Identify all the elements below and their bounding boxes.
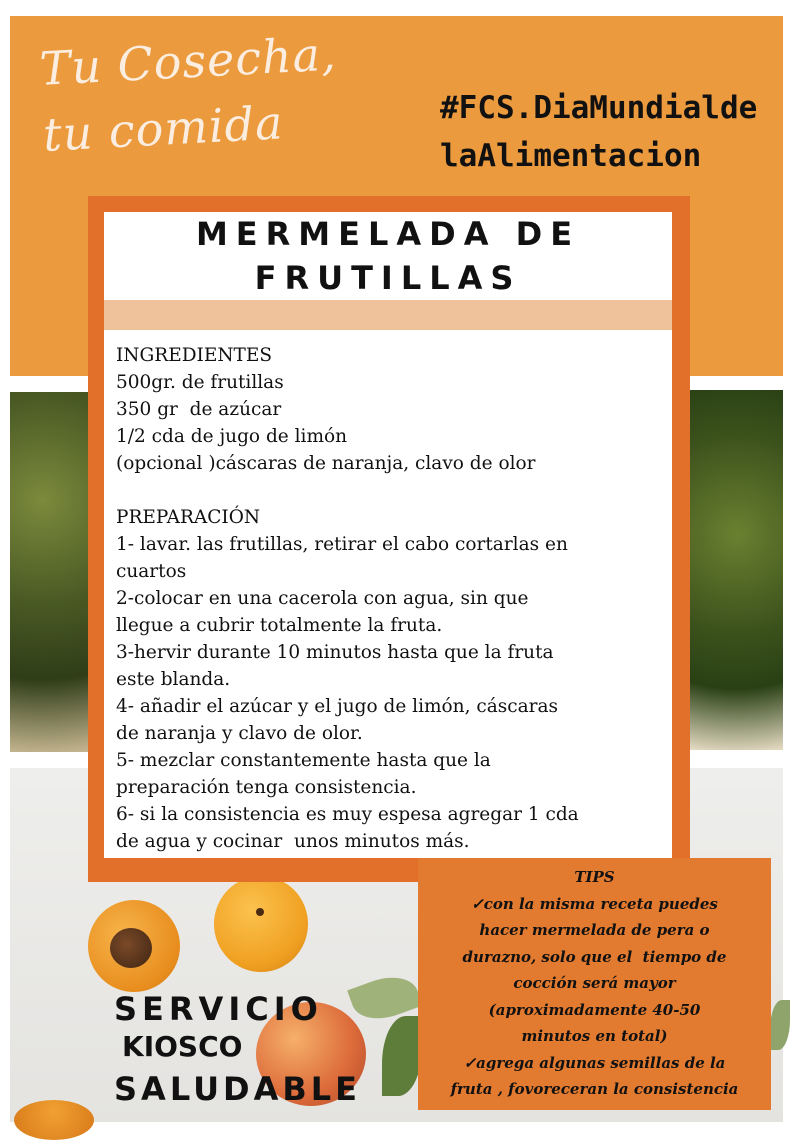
- preparation-line: 5- mezclar constantemente hasta que la: [116, 750, 491, 771]
- tip-line: ✓agrega algunas semillas de la: [463, 1053, 726, 1072]
- hashtag: #FCS.DiaMundialdelaAlimentacion: [440, 90, 758, 174]
- tip-line: (aproximadamente 40-50: [488, 1000, 701, 1019]
- title-divider-bar: [104, 300, 672, 330]
- preparation-line: 6- si la consistencia es muy espesa agregar 1 cda: [116, 804, 579, 825]
- recipe-title: [104, 212, 672, 300]
- script-title: Tu Cosecha, tu comida: [38, 26, 338, 162]
- ingredient-item: (opcional )cáscaras de naranja, clavo de olor: [116, 453, 536, 474]
- preparation-line: 1- lavar. las frutillas, retirar el cabo cortarlas en: [116, 534, 568, 555]
- preparation-line: preparación tenga consistencia.: [116, 777, 417, 798]
- recipe-title-line1: MERMELADA DE: [195, 215, 581, 253]
- tips-box: [418, 858, 771, 1110]
- preparation-line: este blanda.: [116, 669, 231, 690]
- preparation-line: 3-hervir durante 10 minutos hasta que la fruta: [116, 642, 554, 663]
- tip-line: cocción será mayor: [513, 974, 676, 992]
- apricot-partial-image: [14, 1100, 94, 1140]
- tip-line: durazno, solo que el tiempo de: [462, 947, 727, 966]
- ingredient-item: 1/2 cda de jugo de limón: [116, 426, 348, 447]
- preparation-heading: PREPARACIÓN: [116, 507, 261, 528]
- recipe-body: [116, 342, 666, 855]
- tip-line: minutos en total): [521, 1027, 668, 1045]
- brand-line-saludable: SALUDABLE: [114, 1070, 362, 1108]
- ingredients-heading: INGREDIENTES: [116, 345, 273, 366]
- preparation-line: de naranja y clavo de olor.: [116, 723, 363, 744]
- apricot-half-image: [88, 900, 180, 992]
- spacer: [116, 477, 666, 504]
- leaf-image: [770, 1000, 790, 1050]
- apricot-pit: [110, 928, 152, 968]
- tip-line: ✓con la misma receta puedes: [471, 894, 718, 913]
- tree-photo-left: [10, 392, 92, 752]
- ingredient-item: 350 gr de azúcar: [116, 399, 282, 420]
- preparation-line: de agua y cocinar unos minutos más.: [116, 831, 470, 852]
- tip-line: hacer mermelada de pera o: [479, 921, 710, 939]
- tip-line: fruta , fovoreceran la consistencia: [450, 1080, 739, 1098]
- tree-photo-right: [690, 390, 783, 750]
- brand-line-servicio: SERVICIO: [114, 990, 323, 1028]
- preparation-line: cuartos: [116, 561, 187, 582]
- recipe-title-line2: FRUTILLAS: [254, 259, 522, 297]
- ingredient-item: 500gr. de frutillas: [116, 372, 284, 393]
- tips-heading: TIPS: [574, 868, 615, 886]
- preparation-line: 2-colocar en una cacerola con agua, sin que: [116, 588, 529, 609]
- preparation-line: 4- añadir el azúcar y el jugo de limón, cáscaras: [116, 696, 559, 717]
- apricot-stem-dot: [256, 908, 264, 916]
- brand-line-kiosco: KIOSCO: [122, 1030, 243, 1063]
- preparation-line: llegue a cubrir totalmente la fruta.: [116, 615, 443, 636]
- apricot-whole-image: [214, 876, 308, 972]
